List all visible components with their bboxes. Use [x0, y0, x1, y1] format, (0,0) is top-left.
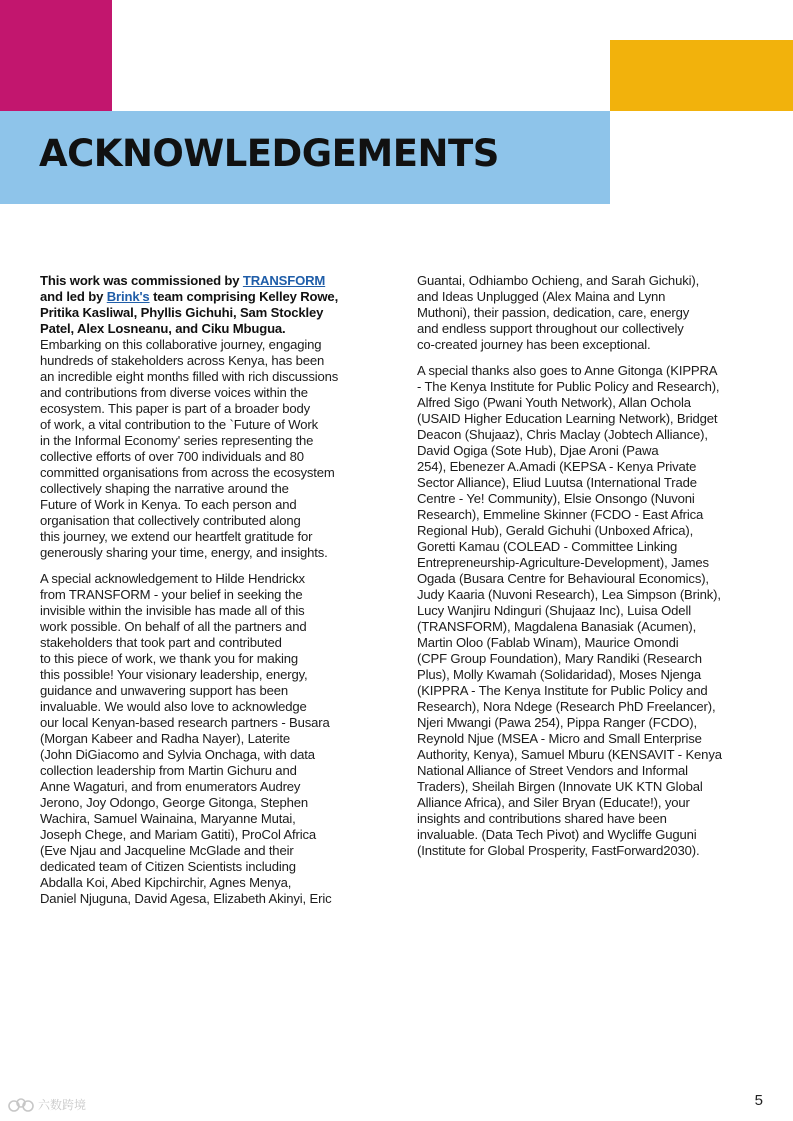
special-acknowledgement-paragraph: A special acknowledgement to Hilde Hendrickx from TRANSFORM - your belief in seeking the invisible within the invisible has made all of this work possible. On behalf of all the partners and stakeholders that took part and contributed to this piece of work, we thank you for making this possible! Your visionary leadership, energy, guidance and unwavering support has been invaluable. We would also love to acknowledge our local Kenyan-based research partners - Busara (Morgan Kabeer and Radha Nayer), Laterite (John DiGiacomo and Sylvia Onchaga, with data collection leadership from Martin Gichuru and Anne Wagaturi, and from enumerators Audrey Jerono, Joy Odongo, George Gitonga, Stephen Wachira, Samuel Wainaina, Maryanne Mutai, Joseph Chege, and Mariam Gatiti), ProCol Africa (Eve Njau and Jacqueline McGlade and their dedicated team of Citizen Scientists including Abdalla Koi, Abed Kipchirchir, Agnes Menya, Daniel Njuguna, David Agesa, Elizabeth Akinyi, Eric — [40, 571, 332, 906]
intro-text-start: This work was commissioned by — [40, 273, 243, 288]
transform-link[interactable]: TRANSFORM — [242, 273, 326, 288]
magenta-corner-block — [0, 0, 112, 111]
brink-link[interactable]: Brink's — [106, 289, 150, 304]
partners-continued-paragraph: Guantai, Odhiambo Ochieng, and Sarah Gichuki), and Ideas Unplugged (Alex Maina and Lynn Muthoni), their passion, dedication, care, energy and endless support throughout our collectively co-created journey has been exceptional. — [417, 273, 700, 352]
left-column — [40, 273, 385, 917]
page-title: ACKNOWLEDGEMENTS — [39, 132, 499, 175]
page-number: 5 — [754, 1092, 763, 1109]
watermark-text: 六数跨境 — [38, 1098, 87, 1112]
intro-body-text: Embarking on this collaborative journey, engaging hundreds of stakeholders across Kenya, has been an incredible eight months filled with rich discussions and contributions from diverse voices within the ecosystem. This paper is part of a broader body of work, a vital contribution to the `Future of Work in the Informal Economy' series representing the collective efforts of over 700 individuals and 80 committed organisations from across the ecosystem collectively shaping the narrative around the Future of Work in Kenya. To each person and organisation that collectively contributed along this journey, we extend our heartfelt gratitude for generously sharing your time, energy, and insights. — [40, 337, 339, 560]
intro-led-by-text: and led by — [40, 289, 104, 304]
watermark-logo-icon — [8, 1097, 34, 1113]
special-thanks-paragraph: A special thanks also goes to Anne Gitonga (KIPPRA - The Kenya Institute for Public Policy and Research), Alfred Sigo (Pwani Youth Network), Allan Ochola (USAID Higher Education Learning Network), Bridget Deacon (Shujaaz), Chris Maclay (Jobtech Alliance), David Ogiga (Sote Hub), Djae Aroni (Pawa 254), Ebenezer A.Amadi (KEPSA - Kenya Private Sector Alliance), Eliud Luutsa (International Trade Centre - Ye! Community), Elsie Onsongo (Nuvoni Research), Emmeline Skinner (FCDO - East Africa Regional Hub), Gerald Gichuhi (Unboxed Africa), Goretti Kamau (COLEAD - Committee Linking Entrepreneurship-Agriculture-Development), James Ogada (Busara Centre for Behavioural Economics), Judy Kaaria (Nuvoni Research), Lea Simpson (Brink), Lucy Wanjiru Ndinguri (Shujaaz Inc), Luisa Odell (TRANSFORM), Magdalena Banasiak (Acumen), Martin Oloo (Fablab Winam), Maurice Omondi (CPF Group Foundation), Mary Randiki (Research Plus), Molly Kwamah (Solidaridad), Moses Njenga (KIPPRA - The Kenya Institute for Public Policy and Research), Nora Ndege (Research PhD Freelancer), Njeri Mwangi (Pawa 254), Pippa Ranger (FCDO), Reynold Njue (MSEA - Micro and Small Enterprise Authority, Kenya), Samuel Mburu (KENSAVIT - Kenya National Alliance of Street Vendors and Informal Traders), Sheilah Birgen (Innovate UK KTN Global Alliance Africa), and Siler Bryan (Educate!), your insights and contributions shared have been invaluable. (Data Tech Pivot) and Wycliffe Guguni (Institute for Global Prosperity, FastForward2030). — [417, 363, 722, 858]
intro-paragraph — [40, 273, 385, 561]
right-column — [417, 273, 762, 869]
intro-team-text: team comprising Kelley Rowe, Pritika Kasliwal, Phyllis Gichuhi, Sam Stockley Patel, Alex Losneanu, and Ciku Mbugua. — [40, 289, 339, 336]
watermark — [8, 1096, 86, 1113]
yellow-corner-block — [610, 40, 793, 111]
